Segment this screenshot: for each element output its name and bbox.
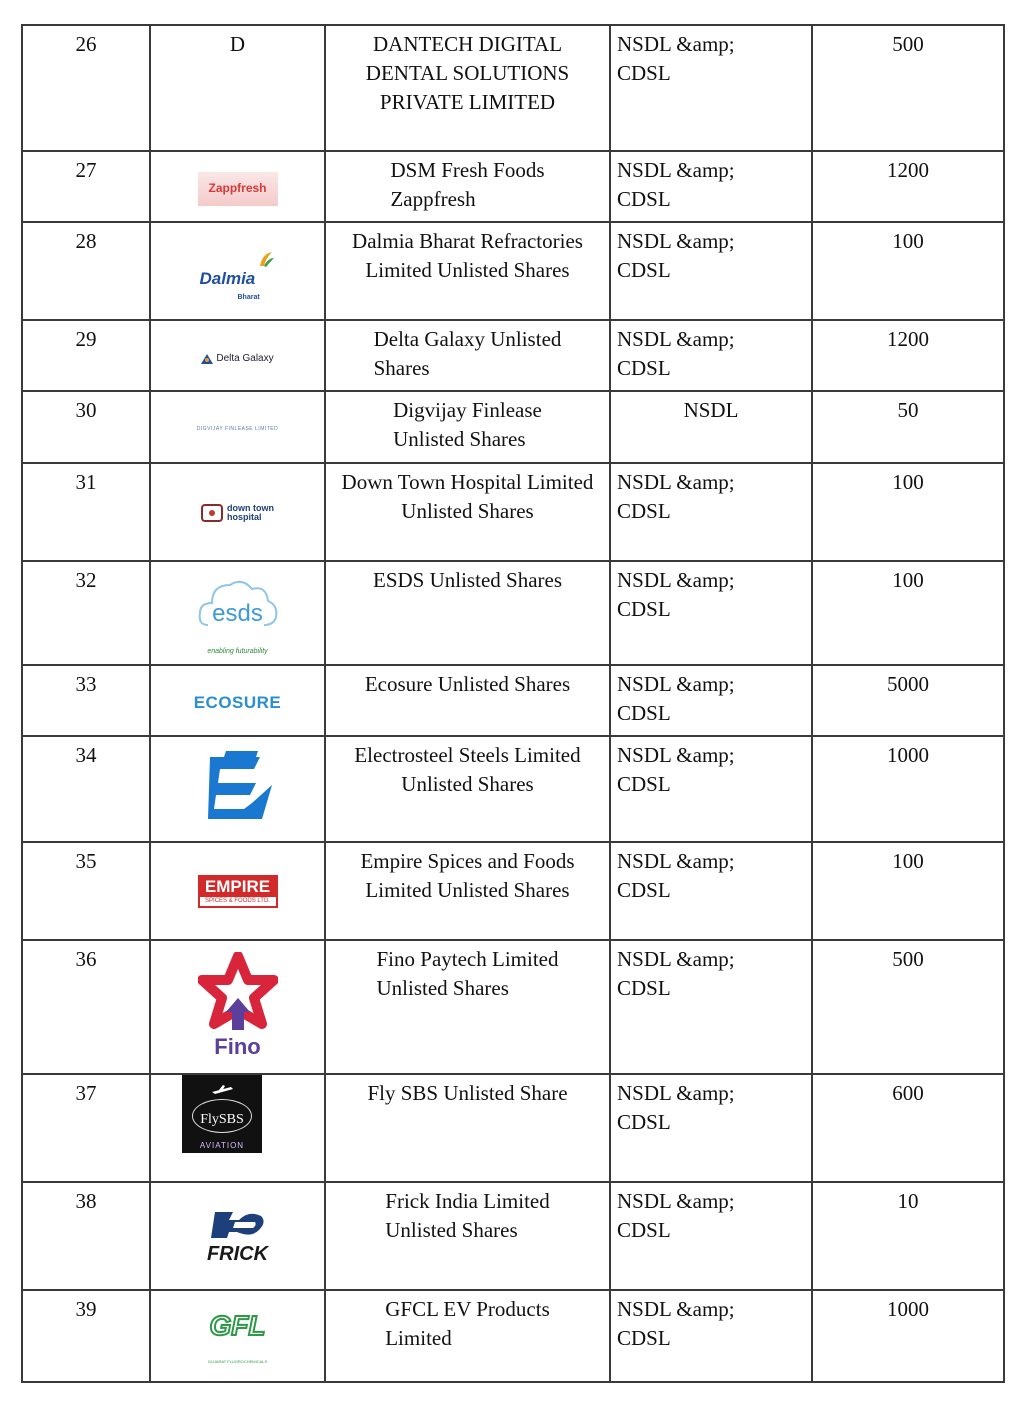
company-name: Fly SBS Unlisted Share: [325, 1074, 610, 1182]
depository: NSDL &amp; CDSL: [610, 665, 812, 736]
min-lot: 600: [812, 1074, 1004, 1182]
serial-number: 31: [22, 463, 150, 561]
table-row: [22, 25, 1004, 151]
serial-number: 27: [22, 151, 150, 222]
company-name: Frick India Limited Unlisted Shares: [325, 1182, 610, 1290]
serial-number: 30: [22, 391, 150, 463]
company-logo: [150, 25, 325, 151]
depository: NSDL &amp; CDSL: [610, 842, 812, 940]
company-logo: [150, 463, 325, 561]
company-logo: [150, 1074, 325, 1182]
serial-number: 39: [22, 1290, 150, 1382]
depository: NSDL &amp; CDSL: [610, 25, 812, 151]
table-row: [22, 1074, 1004, 1182]
esds-logo: esds enabling futurability: [196, 575, 280, 651]
table-row: [22, 736, 1004, 842]
min-lot: 500: [812, 25, 1004, 151]
company-name: DSM Fresh Foods Zappfresh: [325, 151, 610, 222]
table-row: [22, 391, 1004, 463]
dalmia-logo: Dalmia Bharat: [198, 250, 278, 294]
serial-number: 36: [22, 940, 150, 1074]
serial-number: 28: [22, 222, 150, 320]
company-logo: [150, 222, 325, 320]
table-row: [22, 561, 1004, 665]
table-row: [22, 665, 1004, 736]
company-name: Dalmia Bharat Refractories Limited Unlisted Shares: [325, 222, 610, 320]
company-name: DANTECH DIGITAL DENTAL SOLUTIONS PRIVATE LIMITED: [325, 25, 610, 151]
digvijay-logo: DIGVIJAY FINLEASE LIMITED: [196, 425, 279, 432]
company-name: GFCL EV Products Limited: [325, 1290, 610, 1382]
min-lot: 1200: [812, 320, 1004, 391]
unlisted-shares-table: [21, 24, 1005, 1383]
galaxy-icon: [201, 354, 213, 364]
min-lot: 50: [812, 391, 1004, 463]
min-lot: 100: [812, 222, 1004, 320]
min-lot: 1000: [812, 736, 1004, 842]
depository: NSDL &amp; CDSL: [610, 1290, 812, 1382]
company-name: Delta Galaxy Unlisted Shares: [325, 320, 610, 391]
company-name: Digvijay Finlease Unlisted Shares: [325, 391, 610, 463]
hospital-icon: [201, 504, 223, 522]
star-icon: [198, 952, 278, 1034]
depository: NSDL &amp; CDSL: [610, 1074, 812, 1182]
depository: NSDL &amp; CDSL: [610, 561, 812, 665]
company-name: Fino Paytech Limited Unlisted Shares: [325, 940, 610, 1074]
empire-logo: EMPIRE SPICES & FOODS LTD.: [198, 875, 278, 908]
serial-number: 38: [22, 1182, 150, 1290]
depository: NSDL &amp; CDSL: [610, 1182, 812, 1290]
flysbs-logo: FlySBS AVIATION: [182, 1075, 262, 1153]
serial-number: 32: [22, 561, 150, 665]
fino-logo: Fino: [196, 952, 280, 1062]
ecosure-logo: ECOSURE: [193, 693, 282, 712]
serial-number: 33: [22, 665, 150, 736]
serial-number: 29: [22, 320, 150, 391]
table-row: [22, 151, 1004, 222]
depository: NSDL &amp; CDSL: [610, 151, 812, 222]
depository: NSDL: [610, 391, 812, 463]
company-logo: [150, 842, 325, 940]
frick-emblem-icon: [209, 1210, 267, 1240]
gfl-logo: GFL GUJARAT FLUOROCHEMICALS: [207, 1310, 268, 1364]
min-lot: 1000: [812, 1290, 1004, 1382]
serial-number: 26: [22, 25, 150, 151]
table-row: [22, 842, 1004, 940]
table-row: [22, 222, 1004, 320]
serial-number: 37: [22, 1074, 150, 1182]
company-logo: [150, 391, 325, 463]
company-logo: [150, 561, 325, 665]
min-lot: 100: [812, 842, 1004, 940]
company-logo: [150, 1182, 325, 1290]
serial-number: 34: [22, 736, 150, 842]
company-logo: [150, 665, 325, 736]
company-name: Empire Spices and Foods Limited Unlisted Shares: [325, 842, 610, 940]
company-name: Down Town Hospital Limited Unlisted Shares: [325, 463, 610, 561]
table-row: [22, 1290, 1004, 1382]
min-lot: 10: [812, 1182, 1004, 1290]
min-lot: 100: [812, 463, 1004, 561]
table-row: [22, 320, 1004, 391]
table-row: [22, 1182, 1004, 1290]
company-logo: [150, 151, 325, 222]
min-lot: 5000: [812, 665, 1004, 736]
company-logo: [150, 736, 325, 842]
min-lot: 100: [812, 561, 1004, 665]
leaf-icon: [256, 250, 276, 270]
depository: NSDL &amp; CDSL: [610, 736, 812, 842]
company-name: Ecosure Unlisted Shares: [325, 665, 610, 736]
table-row: [22, 463, 1004, 561]
electrosteel-logo-icon: [196, 749, 280, 829]
logo-letter: D: [229, 32, 246, 56]
plane-icon: [211, 1085, 233, 1097]
depository: NSDL &amp; CDSL: [610, 222, 812, 320]
company-logo: [150, 1290, 325, 1382]
delta-galaxy-logo: Delta Galaxy: [201, 344, 273, 373]
company-logo: [150, 940, 325, 1074]
down-town-logo: down town hospital: [201, 504, 274, 522]
company-name: ESDS Unlisted Shares: [325, 561, 610, 665]
min-lot: 1200: [812, 151, 1004, 222]
zappfresh-logo: Zappfresh: [198, 172, 278, 206]
table-row: [22, 940, 1004, 1074]
depository: NSDL &amp; CDSL: [610, 463, 812, 561]
depository: NSDL &amp; CDSL: [610, 940, 812, 1074]
depository: NSDL &amp; CDSL: [610, 320, 812, 391]
company-name: Electrosteel Steels Limited Unlisted Shares: [325, 736, 610, 842]
min-lot: 500: [812, 940, 1004, 1074]
serial-number: 35: [22, 842, 150, 940]
company-logo: [150, 320, 325, 391]
frick-logo: FRICK: [203, 1208, 273, 1264]
